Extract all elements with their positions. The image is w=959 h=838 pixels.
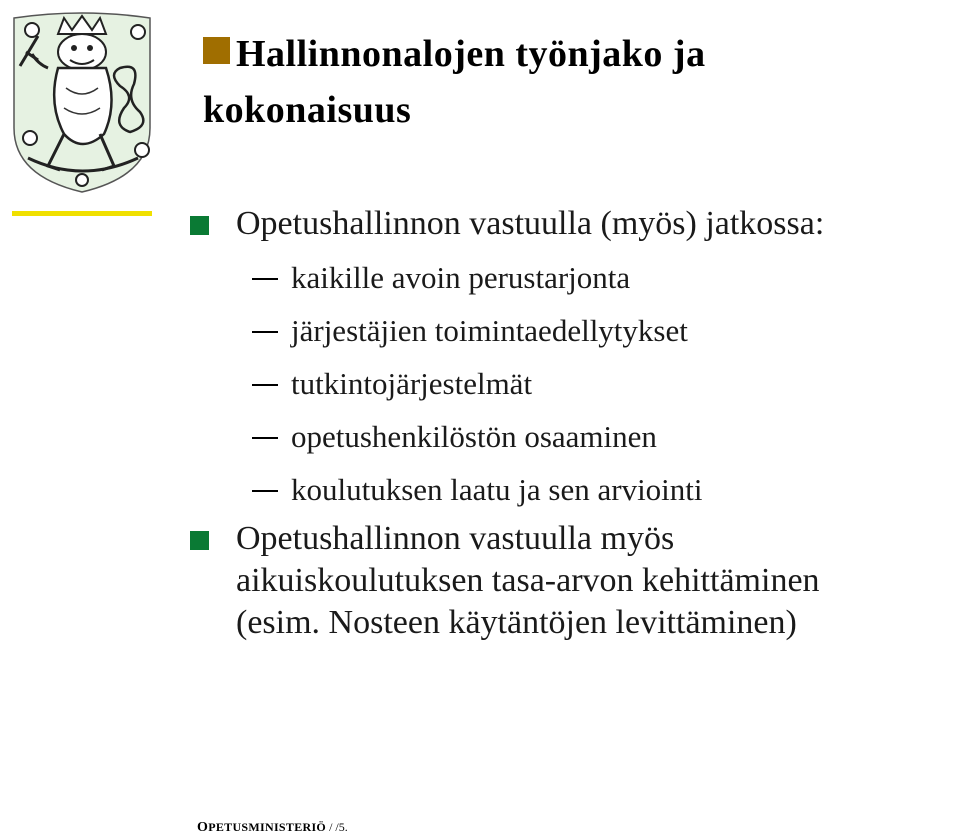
- bullet-2-line-2: aikuiskoulutuksen tasa-arvon kehittäminen: [236, 562, 820, 599]
- crest-underline-bar: [12, 211, 152, 216]
- dash-bullet-icon: [252, 384, 278, 386]
- title-line-1-text: Hallinnonalojen työnjako ja: [236, 33, 706, 75]
- subitem-3: tutkintojärjestelmät: [291, 366, 533, 401]
- title-square-icon: [203, 37, 230, 64]
- title-line-2: kokonaisuus: [203, 89, 412, 131]
- slide-title: [203, 26, 943, 138]
- bullet-2-line-3: (esim. Nosteen käytäntöjen levittäminen): [236, 604, 797, 641]
- footer-page: / /5.: [329, 820, 348, 834]
- dash-bullet-icon: [252, 437, 278, 439]
- dash-bullet-icon: [252, 278, 278, 280]
- subitem-1: kaikille avoin perustarjonta: [291, 260, 631, 295]
- dash-bullet-icon: [252, 331, 278, 333]
- subitem-5: koulutuksen laatu ja sen arviointi: [291, 472, 703, 507]
- bullet-2-line-1: Opetushallinnon vastuulla myös: [236, 520, 675, 557]
- footer-org: OPETUSMINISTERIÖ: [197, 820, 327, 835]
- subitem-4: opetushenkilöstön osaaminen: [291, 419, 657, 454]
- lion-crest-logo: [8, 8, 156, 194]
- title-line-1: [203, 26, 943, 82]
- square-bullet-icon: [190, 216, 209, 235]
- dash-bullet-icon: [252, 490, 278, 492]
- subitem-2: järjestäjien toimintaedellytykset: [291, 313, 688, 348]
- square-bullet-icon: [190, 531, 209, 550]
- slide-footer: [197, 820, 348, 836]
- bullet-1-text: Opetushallinnon vastuulla (myös) jatkossa:: [236, 205, 825, 242]
